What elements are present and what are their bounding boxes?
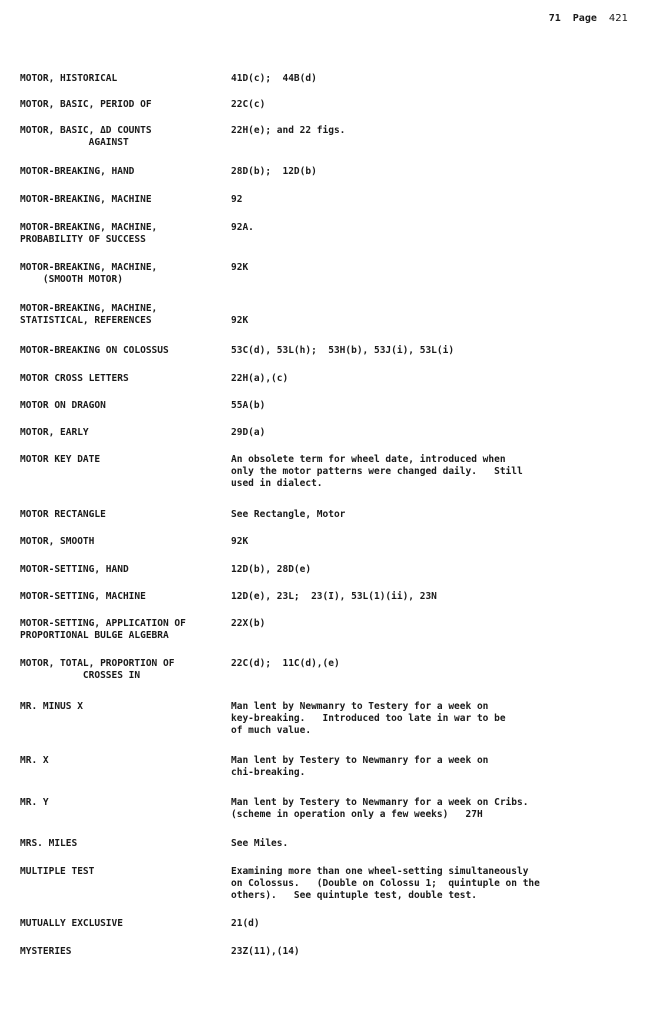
index-term: [20, 946, 225, 958]
index-reference: [231, 536, 626, 548]
index-reference-line: 28D(b); 12D(b): [231, 166, 317, 177]
page-header: [549, 13, 628, 25]
index-term: [20, 222, 225, 246]
index-term-line: MOTOR, BASIC, PERIOD OF: [20, 99, 152, 110]
index-reference-line: 41D(c); 44B(d): [231, 73, 317, 84]
index-reference: [231, 564, 626, 576]
index-term-line: MOTOR-BREAKING, MACHINE,: [20, 303, 158, 314]
index-reference-line: 12D(b), 28D(e): [231, 564, 312, 575]
index-term: [20, 591, 225, 603]
index-term-line: MOTOR-SETTING, APPLICATION OF: [20, 618, 186, 629]
index-reference-line: key-breaking. Introduced too late in war to be: [231, 713, 506, 724]
index-reference-line: 12D(e), 23L; 23(I), 53L(1)(ii), 23N: [231, 591, 437, 602]
index-term: [20, 345, 225, 357]
index-term-line: MOTOR KEY DATE: [20, 454, 101, 465]
index-term: [20, 618, 225, 642]
index-reference-line: See Rectangle, Motor: [231, 509, 346, 520]
index-reference: [231, 866, 626, 902]
index-reference-line: An obsolete term for wheel date, introduced when: [231, 454, 506, 465]
index-term-line: MOTOR, BASIC, ΔD COUNTS: [20, 125, 152, 136]
index-reference: [231, 194, 626, 206]
index-term-line: MR. MINUS X: [20, 701, 83, 712]
index-term-line: AGAINST: [20, 137, 129, 148]
index-term: [20, 303, 225, 327]
index-reference-line: 92K: [231, 536, 249, 547]
index-term: [20, 166, 225, 178]
index-term-line: MOTOR CROSS LETTERS: [20, 373, 129, 384]
index-term: [20, 918, 225, 930]
index-reference: [231, 838, 626, 850]
index-reference: [231, 918, 626, 930]
index-reference: [231, 125, 626, 137]
index-term: [20, 866, 225, 878]
index-reference-line: others). See quintuple test, double test.: [231, 890, 477, 901]
index-term-line: MR. Y: [20, 797, 49, 808]
section-number: 71: [548, 13, 561, 24]
index-reference: [231, 73, 626, 85]
index-term-line: MR. X: [20, 755, 49, 766]
index-reference: [231, 99, 626, 111]
index-term-line: MRS. MILES: [20, 838, 78, 849]
index-reference: [231, 345, 626, 357]
index-reference: [231, 315, 626, 327]
index-reference: [231, 400, 626, 412]
index-reference: [231, 591, 626, 603]
index-reference-line: 92A.: [231, 222, 254, 233]
index-reference-line: of much value.: [231, 725, 312, 736]
index-reference: [231, 454, 626, 490]
index-term: [20, 125, 225, 149]
index-reference-line: 23Z(11),(14): [231, 946, 300, 957]
index-reference: [231, 946, 626, 958]
index-reference: [231, 427, 626, 439]
index-reference: [231, 373, 626, 385]
index-reference-line: 22C(d); 11C(d),(e): [231, 658, 340, 669]
index-term: [20, 509, 225, 521]
index-term: [20, 262, 225, 286]
index-reference-line: 92K: [231, 262, 249, 273]
index-term-line: MOTOR, HISTORICAL: [20, 73, 118, 84]
index-reference-line: chi-breaking.: [231, 767, 306, 778]
index-term: [20, 658, 225, 682]
index-term-line: (SMOOTH MOTOR): [20, 274, 123, 285]
index-term-line: STATISTICAL, REFERENCES: [20, 315, 152, 326]
index-term-line: PROBABILITY OF SUCCESS: [20, 234, 146, 245]
index-reference-line: Man lent by Newmanry to Testery for a week on: [231, 701, 489, 712]
index-term: [20, 400, 225, 412]
index-term: [20, 797, 225, 809]
index-reference-line: 22H(e); and 22 figs.: [231, 125, 346, 136]
index-term-line: CROSSES IN: [20, 670, 141, 681]
index-reference-line: 22H(a),(c): [231, 373, 289, 384]
index-reference-line: 92: [231, 194, 243, 205]
index-term-line: MOTOR RECTANGLE: [20, 509, 106, 520]
index-term: [20, 194, 225, 206]
index-reference: [231, 755, 626, 779]
index-term-line: MULTIPLE TEST: [20, 866, 95, 877]
index-term-line: PROPORTIONAL BULGE ALGEBRA: [20, 630, 169, 641]
index-reference-line: See Miles.: [231, 838, 289, 849]
index-reference-line: 55A(b): [231, 400, 266, 411]
index-term: [20, 427, 225, 439]
index-term: [20, 701, 225, 713]
index-term-line: MOTOR-BREAKING ON COLOSSUS: [20, 345, 169, 356]
index-reference: [231, 701, 626, 737]
index-reference-line: 22X(b): [231, 618, 266, 629]
index-term-line: MOTOR ON DRAGON: [20, 400, 106, 411]
index-reference-line: 29D(a): [231, 427, 266, 438]
index-reference: [231, 797, 626, 821]
index-reference: [231, 262, 626, 274]
index-term-line: MYSTERIES: [20, 946, 72, 957]
index-reference: [231, 509, 626, 521]
index-reference: [231, 618, 626, 630]
index-term-line: MUTUALLY EXCLUSIVE: [20, 918, 123, 929]
index-term: [20, 536, 225, 548]
index-reference-line: 53C(d), 53L(h); 53H(b), 53J(i), 53L(i): [231, 345, 455, 356]
index-reference-line: only the motor patterns were changed daily. Still: [231, 466, 523, 477]
index-term: [20, 454, 225, 466]
page-number: 421: [608, 13, 628, 24]
index-term: [20, 564, 225, 576]
index-reference-line: (scheme in operation only a few weeks) 27H: [231, 809, 483, 820]
index-reference-line: Examining more than one wheel-setting simultaneously: [231, 866, 529, 877]
index-term: [20, 99, 225, 111]
index-reference: [231, 166, 626, 178]
index-reference-line: on Colossus. (Double on Colossu 1; quintuple on the: [231, 878, 540, 889]
page-label: Page: [572, 13, 597, 24]
index-term-line: MOTOR, TOTAL, PROPORTION OF: [20, 658, 175, 669]
index-reference-line: 22C(c): [231, 99, 266, 110]
index-term-line: MOTOR-BREAKING, HAND: [20, 166, 135, 177]
index-reference-line: 92K: [231, 315, 249, 326]
index-reference-line: used in dialect.: [231, 478, 323, 489]
index-term: [20, 838, 225, 850]
index-term-line: MOTOR-SETTING, HAND: [20, 564, 129, 575]
index-term: [20, 755, 225, 767]
index-reference-line: 21(d): [231, 918, 260, 929]
index-term-line: MOTOR, EARLY: [20, 427, 89, 438]
index-reference-line: Man lent by Testery to Newmanry for a week on: [231, 755, 489, 766]
index-reference: [231, 658, 626, 670]
index-term: [20, 373, 225, 385]
index-term-line: MOTOR, SMOOTH: [20, 536, 95, 547]
index-reference-line: Man lent by Testery to Newmanry for a week on Cribs.: [231, 797, 529, 808]
index-term-line: MOTOR-BREAKING, MACHINE,: [20, 222, 158, 233]
index-term-line: MOTOR-BREAKING, MACHINE: [20, 194, 152, 205]
index-term-line: MOTOR-BREAKING, MACHINE,: [20, 262, 158, 273]
index-term: [20, 73, 225, 85]
index-term-line: MOTOR-SETTING, MACHINE: [20, 591, 146, 602]
index-reference: [231, 222, 626, 234]
